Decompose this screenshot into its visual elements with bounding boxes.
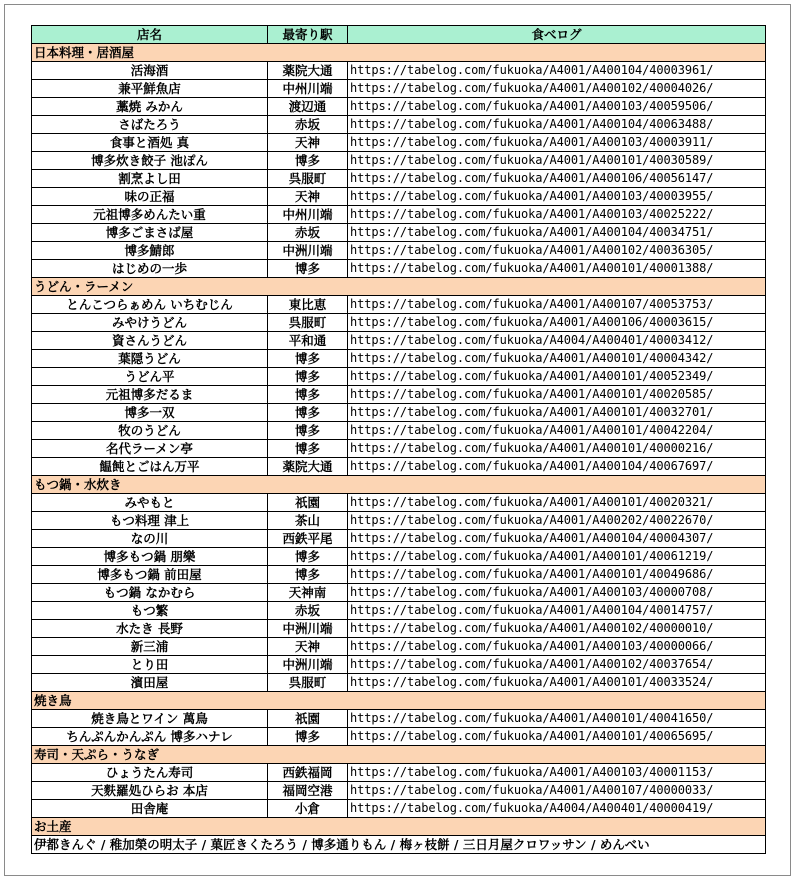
tabelog-link[interactable]: https://tabelog.com/fukuoka/A4001/A400103/40003911/ [348,134,766,152]
nearest-station: 博多 [268,350,348,368]
tabelog-link[interactable]: https://tabelog.com/fukuoka/A4001/A400101/40042204/ [348,422,766,440]
nearest-station: 小倉 [268,800,348,818]
restaurant-name: 名代ラーメン亭 [32,440,268,458]
restaurant-name: 資さんうどん [32,332,268,350]
nearest-station: 中洲川端 [268,242,348,260]
tabelog-link[interactable]: https://tabelog.com/fukuoka/A4001/A400202/40022670/ [348,512,766,530]
nearest-station: 福岡空港 [268,782,348,800]
restaurant-name: もつ繁 [32,602,268,620]
nearest-station: 呉服町 [268,314,348,332]
nearest-station: 博多 [268,440,348,458]
category-label: うどん・ラーメン [32,278,766,296]
restaurant-name: もつ鍋 なかむら [32,584,268,602]
souvenir-list: 伊都きんぐ / 稚加榮の明太子 / 菓匠きくたろう / 博多通りもん / 梅ヶ枝餅 / 三日月屋クロワッサン / めんべい [32,836,766,854]
restaurant-name: 新三浦 [32,638,268,656]
nearest-station: 祇園 [268,494,348,512]
nearest-station: 薬院大通 [268,458,348,476]
nearest-station: 博多 [268,566,348,584]
table-row [32,422,766,440]
table-row [32,458,766,476]
tabelog-link[interactable]: https://tabelog.com/fukuoka/A4001/A400101/40061219/ [348,548,766,566]
table-row [32,332,766,350]
table-row [32,710,766,728]
table-row [32,314,766,332]
nearest-station: 博多 [268,386,348,404]
table-row [32,440,766,458]
nearest-station: 祇園 [268,710,348,728]
nearest-station: 平和通 [268,332,348,350]
restaurant-name: 博多炊き餃子 池ぽん [32,152,268,170]
category-row [32,44,766,62]
header-row [32,26,766,44]
restaurant-name: はじめの一歩 [32,260,268,278]
restaurant-name: 天麩羅処ひらお 本店 [32,782,268,800]
tabelog-link[interactable]: https://tabelog.com/fukuoka/A4001/A400107/40000033/ [348,782,766,800]
table-row [32,224,766,242]
tabelog-link[interactable]: https://tabelog.com/fukuoka/A4001/A400101/40020321/ [348,494,766,512]
restaurant-name: みやもと [32,494,268,512]
nearest-station: 赤坂 [268,602,348,620]
nearest-station: 博多 [268,728,348,746]
table-row [32,188,766,206]
category-label: もつ鍋・水炊き [32,476,766,494]
nearest-station: 西鉄福岡 [268,764,348,782]
restaurant-name: 博多一双 [32,404,268,422]
restaurant-name: 味の正福 [32,188,268,206]
tabelog-link[interactable]: https://tabelog.com/fukuoka/A4001/A400102/40004026/ [348,80,766,98]
restaurant-name: 水たき 長野 [32,620,268,638]
restaurant-name: 博多鯖郎 [32,242,268,260]
table-row [32,206,766,224]
table-row [32,350,766,368]
nearest-station: 博多 [268,152,348,170]
restaurant-name: 葉隠うどん [32,350,268,368]
table-row [32,764,766,782]
tabelog-link[interactable]: https://tabelog.com/fukuoka/A4001/A400104/40034751/ [348,224,766,242]
tabelog-link[interactable]: https://tabelog.com/fukuoka/A4001/A400101/40049686/ [348,566,766,584]
tabelog-link[interactable]: https://tabelog.com/fukuoka/A4001/A400101/40033524/ [348,674,766,692]
table-row [32,242,766,260]
tabelog-link[interactable]: https://tabelog.com/fukuoka/A4001/A400102/40000010/ [348,620,766,638]
nearest-station: 赤坂 [268,224,348,242]
category-row [32,818,766,836]
table-row [32,116,766,134]
restaurant-table [31,25,766,854]
table-row [32,494,766,512]
tabelog-link[interactable]: https://tabelog.com/fukuoka/A4001/A400106/40003615/ [348,314,766,332]
tabelog-link[interactable]: https://tabelog.com/fukuoka/A4001/A400102/40037654/ [348,656,766,674]
table-row [32,260,766,278]
nearest-station: 天神南 [268,584,348,602]
tabelog-link[interactable]: https://tabelog.com/fukuoka/A4001/A400104/40003961/ [348,62,766,80]
nearest-station: 中洲川端 [268,656,348,674]
nearest-station: 渡辺通 [268,98,348,116]
tabelog-link[interactable]: https://tabelog.com/fukuoka/A4001/A400103/40001153/ [348,764,766,782]
table-row [32,296,766,314]
table-row [32,584,766,602]
tabelog-link[interactable]: https://tabelog.com/fukuoka/A4001/A400101/40000216/ [348,440,766,458]
nearest-station: 呉服町 [268,674,348,692]
table-row [32,170,766,188]
restaurant-name: 濱田屋 [32,674,268,692]
nearest-station: 呉服町 [268,170,348,188]
souvenir-row [32,836,766,854]
tabelog-link[interactable]: https://tabelog.com/fukuoka/A4004/A400401/40000419/ [348,800,766,818]
nearest-station: 赤坂 [268,116,348,134]
table-row [32,620,766,638]
restaurant-name: 饂飩とごはん万平 [32,458,268,476]
tabelog-link[interactable]: https://tabelog.com/fukuoka/A4001/A400101/40020585/ [348,386,766,404]
table-row [32,512,766,530]
tabelog-link[interactable]: https://tabelog.com/fukuoka/A4004/A400401/40003412/ [348,332,766,350]
restaurant-name: なの川 [32,530,268,548]
table-row [32,602,766,620]
restaurant-name: 博多もつ鍋 前田屋 [32,566,268,584]
table-row [32,530,766,548]
table-row [32,800,766,818]
table-row [32,386,766,404]
tabelog-link[interactable]: https://tabelog.com/fukuoka/A4001/A400103/40000708/ [348,584,766,602]
tabelog-link[interactable]: https://tabelog.com/fukuoka/A4001/A400101/40052349/ [348,368,766,386]
tabelog-link[interactable]: https://tabelog.com/fukuoka/A4001/A400101/40030589/ [348,152,766,170]
nearest-station: 中洲川端 [268,620,348,638]
table-row [32,656,766,674]
category-label: 寿司・天ぷら・うなぎ [32,746,766,764]
restaurant-name: うどん平 [32,368,268,386]
table-row [32,728,766,746]
nearest-station: 東比恵 [268,296,348,314]
tabelog-link[interactable]: https://tabelog.com/fukuoka/A4001/A400103/40003955/ [348,188,766,206]
tabelog-link[interactable]: https://tabelog.com/fukuoka/A4001/A400101/40041650/ [348,710,766,728]
tabelog-link[interactable]: https://tabelog.com/fukuoka/A4001/A400101/40004342/ [348,350,766,368]
table-row [32,566,766,584]
tabelog-link[interactable]: https://tabelog.com/fukuoka/A4001/A400102/40036305/ [348,242,766,260]
restaurant-name: 活海酒 [32,62,268,80]
nearest-station: 西鉄平尾 [268,530,348,548]
restaurant-name: 割烹よし田 [32,170,268,188]
restaurant-name: ちんぷんかんぷん 博多ハナレ [32,728,268,746]
table-row [32,98,766,116]
tabelog-link[interactable]: https://tabelog.com/fukuoka/A4001/A400103/40000066/ [348,638,766,656]
table-row [32,368,766,386]
table-row [32,62,766,80]
category-label: 日本料理・居酒屋 [32,44,766,62]
table-row [32,674,766,692]
restaurant-name: さばたろう [32,116,268,134]
restaurant-name: 元祖博多だるま [32,386,268,404]
nearest-station: 薬院大通 [268,62,348,80]
restaurant-name: 兼平鮮魚店 [32,80,268,98]
tabelog-link[interactable]: https://tabelog.com/fukuoka/A4001/A400101/40032701/ [348,404,766,422]
category-row [32,278,766,296]
header-tabelog: 食べログ [348,26,766,44]
tabelog-link[interactable]: https://tabelog.com/fukuoka/A4001/A400107/40053753/ [348,296,766,314]
restaurant-name: とり田 [32,656,268,674]
restaurant-name: 牧のうどん [32,422,268,440]
restaurant-name: とんこつらぁめん いちむじん [32,296,268,314]
header-station: 最寄り駅 [268,26,348,44]
table-row [32,80,766,98]
nearest-station: 天神 [268,188,348,206]
restaurant-name: 藁焼 みかん [32,98,268,116]
restaurant-name: みやけうどん [32,314,268,332]
nearest-station: 中州川端 [268,80,348,98]
restaurant-name: 田舎庵 [32,800,268,818]
nearest-station: 博多 [268,422,348,440]
restaurant-name: ひょうたん寿司 [32,764,268,782]
tabelog-link[interactable]: https://tabelog.com/fukuoka/A4001/A400101/40001388/ [348,260,766,278]
nearest-station: 博多 [268,548,348,566]
nearest-station: 天神 [268,638,348,656]
nearest-station: 天神 [268,134,348,152]
restaurant-name: 博多ごまさば屋 [32,224,268,242]
tabelog-link[interactable]: https://tabelog.com/fukuoka/A4001/A400104/40063488/ [348,116,766,134]
restaurant-name: 元祖博多めんたい重 [32,206,268,224]
tabelog-link[interactable]: https://tabelog.com/fukuoka/A4001/A400104/40067697/ [348,458,766,476]
tabelog-link[interactable]: https://tabelog.com/fukuoka/A4001/A400106/40056147/ [348,170,766,188]
souvenir-label: お土産 [32,818,766,836]
tabelog-link[interactable]: https://tabelog.com/fukuoka/A4001/A400101/40065695/ [348,728,766,746]
table-row [32,404,766,422]
nearest-station: 茶山 [268,512,348,530]
restaurant-name: 焼き鳥とワイン 萬鳥 [32,710,268,728]
restaurant-name: 博多もつ鍋 朋樂 [32,548,268,566]
category-row [32,692,766,710]
restaurant-name: もつ料理 津上 [32,512,268,530]
nearest-station: 博多 [268,368,348,386]
tabelog-link[interactable]: https://tabelog.com/fukuoka/A4001/A400104/40004307/ [348,530,766,548]
table-row [32,638,766,656]
header-name: 店名 [32,26,268,44]
table-row [32,548,766,566]
tabelog-link[interactable]: https://tabelog.com/fukuoka/A4001/A400103/40059506/ [348,98,766,116]
nearest-station: 博多 [268,260,348,278]
table-row [32,152,766,170]
table-row [32,134,766,152]
restaurant-name: 食事と酒処 真 [32,134,268,152]
category-label: 焼き鳥 [32,692,766,710]
table-body [32,44,766,854]
category-row [32,746,766,764]
nearest-station: 中州川端 [268,206,348,224]
tabelog-link[interactable]: https://tabelog.com/fukuoka/A4001/A400104/40014757/ [348,602,766,620]
tabelog-link[interactable]: https://tabelog.com/fukuoka/A4001/A400103/40025222/ [348,206,766,224]
category-row [32,476,766,494]
table-row [32,782,766,800]
nearest-station: 博多 [268,404,348,422]
